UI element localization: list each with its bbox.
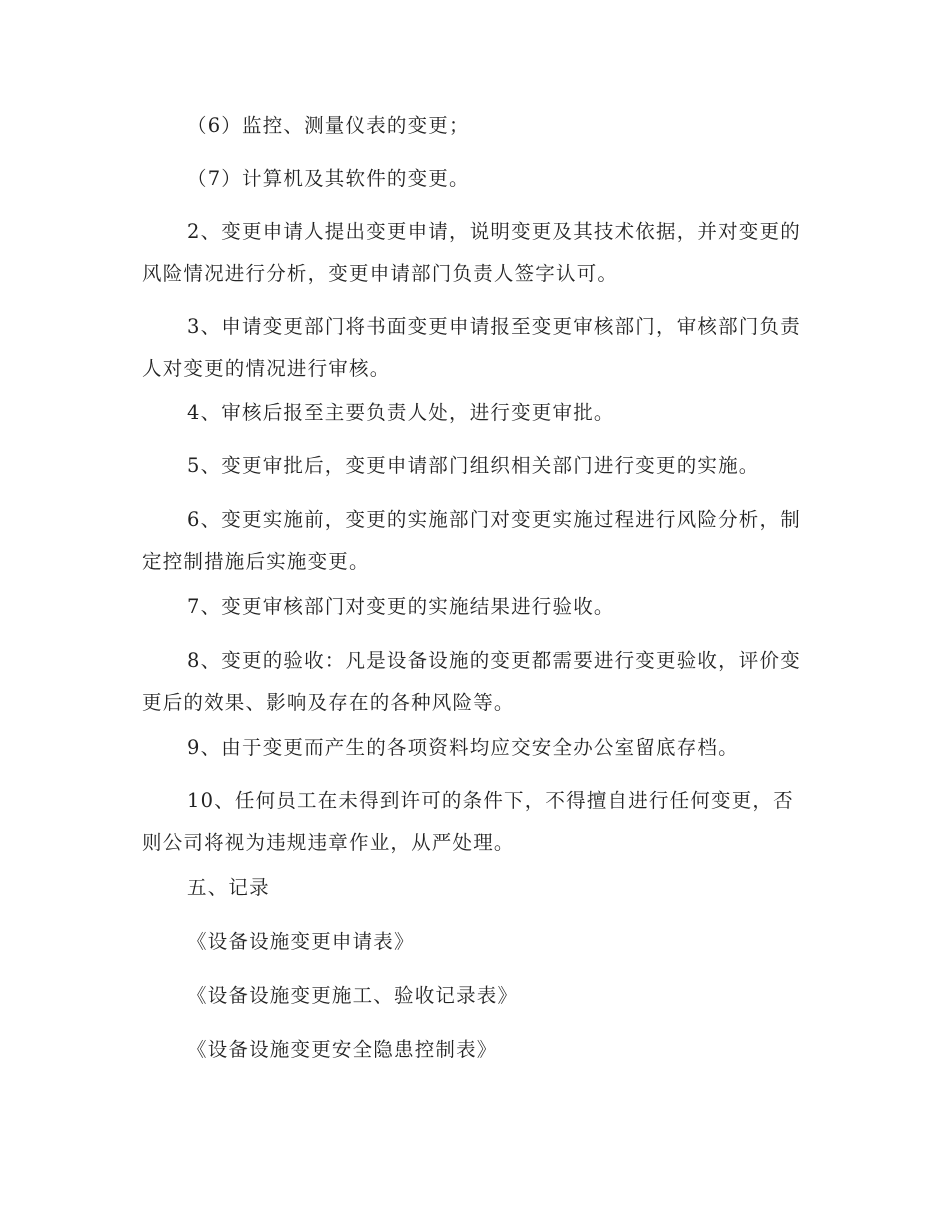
paragraph-item-6: （6）监控、测量仪表的变更； <box>187 114 470 137</box>
record-form-application: 《设备设施变更申请表》 <box>187 930 415 953</box>
paragraph-step-2: 2、变更申请人提出变更申请，说明变更及其技术依据，并对变更的风险情况进行分析，变更申请部门负责人签字认可。 <box>142 220 801 285</box>
paragraph-item-7: （7）计算机及其软件的变更。 <box>187 167 470 190</box>
paragraph-step-7: 7、变更审核部门对变更的实施结果进行验收。 <box>187 595 615 618</box>
paragraph-step-4: 4、审核后报至主要负责人处，进行变更审批。 <box>187 401 615 424</box>
paragraph-step-3: 3、申请变更部门将书面变更申请报至变更审核部门，审核部门负责人对变更的情况进行审核。 <box>142 315 801 380</box>
paragraph-step-10: 10、任何员工在未得到许可的条件下，不得擅自进行任何变更，否则公司将视为违规违章作业，从严处理。 <box>142 789 794 854</box>
record-form-hazard-control: 《设备设施变更安全隐患控制表》 <box>187 1038 498 1061</box>
section-heading-records: 五、记录 <box>187 876 270 899</box>
paragraph-step-6: 6、变更实施前，变更的实施部门对变更实施过程进行风险分析，制定控制措施后实施变更。 <box>142 508 801 573</box>
paragraph-step-5: 5、变更审批后，变更申请部门组织相关部门进行变更的实施。 <box>187 454 760 477</box>
paragraph-step-8: 8、变更的验收：凡是设备设施的变更都需要进行变更验收，评价变更后的效果、影响及存在的各种风险等。 <box>142 649 801 714</box>
record-form-construction-acceptance: 《设备设施变更施工、验收记录表》 <box>187 984 519 1007</box>
paragraph-step-9: 9、由于变更而产生的各项资料均应交安全办公室留底存档。 <box>187 736 739 759</box>
